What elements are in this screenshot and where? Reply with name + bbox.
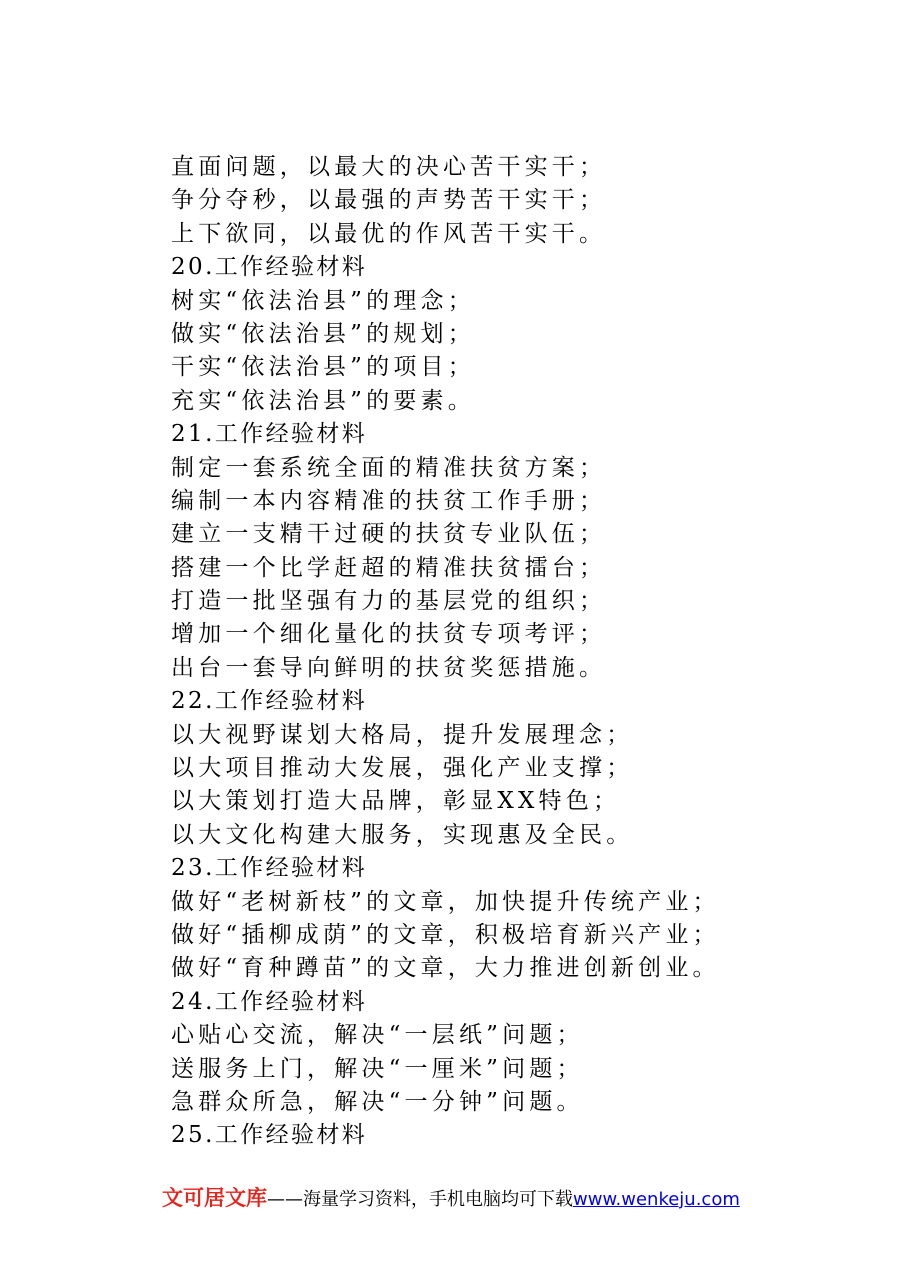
section-heading: 24.工作经验材料: [171, 988, 368, 1015]
text-line: 树实“依法治县”的理念；: [171, 287, 475, 314]
text-line: 以大项目推动大发展，强化产业支撑；: [171, 755, 634, 782]
text-line: 干实“依法治县”的项目；: [171, 354, 475, 381]
text-line: 出台一套导向鲜明的扶贫奖惩措施。: [171, 654, 607, 681]
text-line: 建立一支精干过硬的扶贫专业队伍；: [171, 521, 607, 548]
footer-banner: [162, 1182, 882, 1214]
text-line: 以大策划打造大品牌，彰显XX特色；: [171, 788, 621, 815]
text-line: 送服务上门，解决“一厘米”问题；: [171, 1055, 584, 1082]
text-line: 充实“依法治县”的要素。: [171, 387, 475, 414]
text-line: 增加一个细化量化的扶贫专项考评；: [171, 621, 607, 648]
text-line: 制定一套系统全面的精准扶贫方案；: [171, 454, 607, 481]
text-line: 打造一批坚强有力的基层党的组织；: [171, 588, 607, 615]
text-line: 做好“育种蹲苗”的文章，大力推进创新创业。: [171, 955, 720, 982]
text-line: 做好“插柳成荫”的文章，积极培育新兴产业；: [171, 921, 720, 948]
document-body: [171, 151, 871, 1153]
footer-brand: 文可居文库: [162, 1186, 267, 1210]
text-line: 急群众所急，解决“一分钟”问题。: [171, 1088, 584, 1115]
text-line: 争分夺秒，以最强的声势苦干实干；: [171, 187, 607, 214]
section-heading: 20.工作经验材料: [171, 254, 368, 281]
text-line: 编制一本内容精准的扶贫工作手册；: [171, 487, 607, 514]
section-heading: 22.工作经验材料: [171, 688, 368, 715]
text-line: 上下欲同，以最优的作风苦干实干。: [171, 220, 607, 247]
text-line: 直面问题，以最大的决心苦干实干；: [171, 154, 607, 180]
text-line: 以大文化构建大服务，实现惠及全民。: [171, 821, 634, 848]
footer-separator: ——: [267, 1189, 303, 1210]
text-line: 做实“依法治县”的规划；: [171, 320, 475, 347]
text-line: 搭建一个比学赶超的精准扶贫擂台；: [171, 554, 607, 581]
section-heading: 25.工作经验材料: [171, 1122, 368, 1149]
section-heading: 21.工作经验材料: [171, 421, 368, 448]
footer-link[interactable]: www.wenkeju.com: [573, 1189, 740, 1210]
section-heading: 23.工作经验材料: [171, 855, 368, 882]
text-line: 心贴心交流，解决“一层纸”问题；: [171, 1022, 584, 1049]
footer-tagline: 海量学习资料，手机电脑均可下载: [303, 1189, 573, 1210]
text-line: 做好“老树新枝”的文章，加快提升传统产业；: [171, 888, 720, 915]
text-line: 以大视野谋划大格局，提升发展理念；: [171, 721, 634, 748]
